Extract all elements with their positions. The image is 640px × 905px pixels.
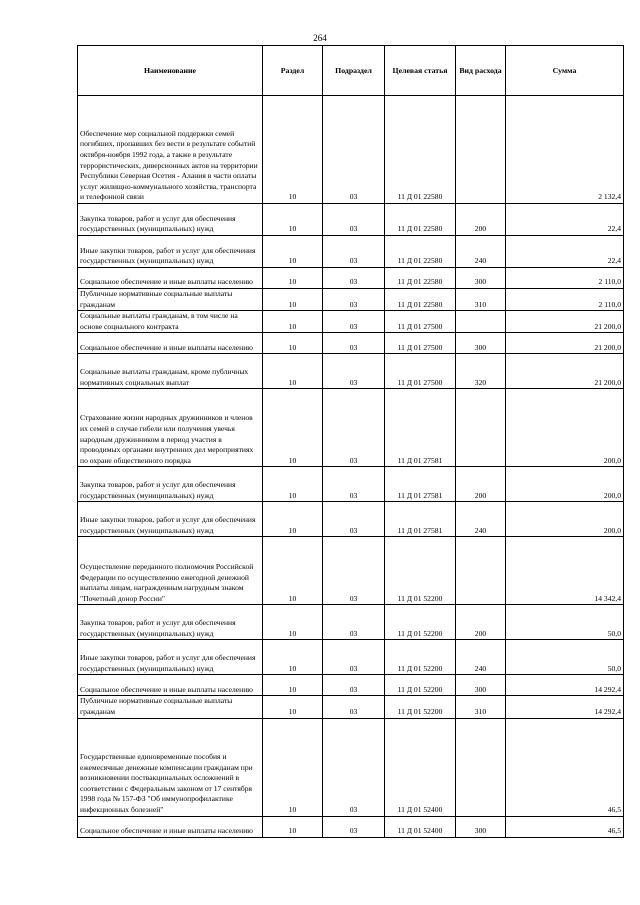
row-expense-type-cell: 240	[456, 236, 506, 268]
row-subsection-cell: 03	[323, 718, 385, 816]
row-name-cell: Социальные выплаты гражданам, в том числе на основе социального контракта	[78, 311, 263, 333]
row-section-cell: 10	[263, 236, 323, 268]
row-subsection-cell: 03	[323, 502, 385, 537]
row-target-cell: 11 Д 01 52400	[385, 816, 456, 837]
row-name-cell: Публичные нормативные социальные выплаты гражданам	[78, 289, 263, 311]
table-row	[78, 204, 624, 236]
row-expense-type-cell: 300	[456, 333, 506, 354]
row-expense-type-cell: 320	[456, 354, 506, 389]
row-subsection-cell: 03	[323, 204, 385, 236]
row-section-cell: 10	[263, 605, 323, 640]
row-section-cell: 10	[263, 696, 323, 718]
row-subsection-cell: 03	[323, 268, 385, 289]
row-subsection-cell: 03	[323, 816, 385, 837]
row-name-cell: Осуществление переданного полномочия Российской Федерации по осуществлению ежегодной денежной выплаты лицам, награжденным нагрудным знаком "Почетный донор России"	[78, 537, 263, 605]
row-sum-cell: 14 342,4	[506, 537, 624, 605]
table-row	[78, 268, 624, 289]
table-row	[78, 605, 624, 640]
row-subsection-cell: 03	[323, 605, 385, 640]
row-section-cell: 10	[263, 268, 323, 289]
table-row	[78, 696, 624, 718]
table-row	[78, 537, 624, 605]
row-name-cell: Закупка товаров, работ и услуг для обеспечения государственных (муниципальных) нужд	[78, 605, 263, 640]
row-target-cell: 11 Д 01 27581	[385, 389, 456, 467]
row-sum-cell: 21 200,0	[506, 354, 624, 389]
row-subsection-cell: 03	[323, 289, 385, 311]
row-section-cell: 10	[263, 333, 323, 354]
row-section-cell: 10	[263, 640, 323, 675]
row-target-cell: 11 Д 01 22580	[385, 236, 456, 268]
row-target-cell: 11 Д 01 27500	[385, 333, 456, 354]
table-row	[78, 96, 624, 204]
row-subsection-cell: 03	[323, 675, 385, 696]
row-sum-cell: 2 110,0	[506, 289, 624, 311]
row-target-cell: 11 Д 01 27581	[385, 502, 456, 537]
row-name-cell: Социальное обеспечение и иные выплаты населению	[78, 268, 263, 289]
table-row	[78, 675, 624, 696]
row-sum-cell: 2 110,0	[506, 268, 624, 289]
table-row	[78, 816, 624, 837]
row-name-cell: Публичные нормативные социальные выплаты гражданам	[78, 696, 263, 718]
row-section-cell: 10	[263, 389, 323, 467]
row-sum-cell: 200,0	[506, 389, 624, 467]
table-row	[78, 236, 624, 268]
row-sum-cell: 46,5	[506, 718, 624, 816]
table-row	[78, 311, 624, 333]
row-target-cell: 11 Д 01 52400	[385, 718, 456, 816]
row-expense-type-cell	[456, 389, 506, 467]
row-sum-cell: 14 292,4	[506, 696, 624, 718]
row-target-cell: 11 Д 01 27500	[385, 311, 456, 333]
table-row	[78, 289, 624, 311]
row-subsection-cell: 03	[323, 96, 385, 204]
row-name-cell: Социальное обеспечение и иные выплаты населению	[78, 333, 263, 354]
table-row	[78, 333, 624, 354]
row-target-cell: 11 Д 01 22580	[385, 204, 456, 236]
row-sum-cell: 50,0	[506, 605, 624, 640]
row-target-cell: 11 Д 01 52200	[385, 675, 456, 696]
row-expense-type-cell: 200	[456, 204, 506, 236]
table-row	[78, 502, 624, 537]
header-sum: Сумма	[506, 46, 624, 96]
budget-table	[77, 45, 624, 838]
row-expense-type-cell: 240	[456, 502, 506, 537]
row-target-cell: 11 Д 01 22580	[385, 289, 456, 311]
row-name-cell: Государственные единовременные пособия и ежемесячные денежные компенсации гражданам при возникновении поствакцинальных осложнений в соответствии с Федеральным законом от 17 сентября 1998 года № 157-ФЗ "Об иммунопрофилактике инфекционных болезней"	[78, 718, 263, 816]
row-name-cell: Иные закупки товаров, работ и услуг для обеспечения государственных (муниципальных) нужд	[78, 502, 263, 537]
row-expense-type-cell: 200	[456, 605, 506, 640]
row-target-cell: 11 Д 01 52200	[385, 640, 456, 675]
row-subsection-cell: 03	[323, 537, 385, 605]
row-section-cell: 10	[263, 311, 323, 333]
row-target-cell: 11 Д 01 52200	[385, 537, 456, 605]
row-target-cell: 11 Д 01 27500	[385, 354, 456, 389]
header-name: Наименование	[78, 46, 263, 96]
header-expense-type: Вид расхода	[456, 46, 506, 96]
row-sum-cell: 14 292,4	[506, 675, 624, 696]
table-row	[78, 640, 624, 675]
row-sum-cell: 21 200,0	[506, 333, 624, 354]
row-name-cell: Страхование жизни народных дружинников и членов их семей в случае гибели или получения увечья народным дружинником в период участия в проводимых органами внутренних дел мероприятиях по охране общественного порядка	[78, 389, 263, 467]
row-name-cell: Закупка товаров, работ и услуг для обеспечения государственных (муниципальных) нужд	[78, 467, 263, 502]
row-name-cell: Обеспечение мер социальной поддержки семей погибших, пропавших без вести в результате событий октября-ноября 1992 года, а также в результате террористических, диверсионных актов на территории Республики Северная Осетия - Алания в части оплаты услуг жилищно-коммунального хозяйства, транспорта и телефонной связи	[78, 96, 263, 204]
row-expense-type-cell	[456, 311, 506, 333]
row-sum-cell: 22,4	[506, 204, 624, 236]
row-subsection-cell: 03	[323, 236, 385, 268]
row-target-cell: 11 Д 01 52200	[385, 605, 456, 640]
row-subsection-cell: 03	[323, 354, 385, 389]
row-expense-type-cell: 300	[456, 816, 506, 837]
row-expense-type-cell	[456, 96, 506, 204]
row-target-cell: 11 Д 01 52200	[385, 696, 456, 718]
row-sum-cell: 200,0	[506, 467, 624, 502]
row-sum-cell: 2 132,4	[506, 96, 624, 204]
row-expense-type-cell: 240	[456, 640, 506, 675]
row-section-cell: 10	[263, 502, 323, 537]
header-section: Раздел	[263, 46, 323, 96]
row-section-cell: 10	[263, 718, 323, 816]
row-subsection-cell: 03	[323, 389, 385, 467]
row-expense-type-cell: 300	[456, 675, 506, 696]
row-name-cell: Иные закупки товаров, работ и услуг для обеспечения государственных (муниципальных) нужд	[78, 640, 263, 675]
row-expense-type-cell	[456, 718, 506, 816]
row-section-cell: 10	[263, 204, 323, 236]
row-section-cell: 10	[263, 354, 323, 389]
row-section-cell: 10	[263, 675, 323, 696]
row-section-cell: 10	[263, 289, 323, 311]
row-section-cell: 10	[263, 537, 323, 605]
row-sum-cell: 22,4	[506, 236, 624, 268]
row-subsection-cell: 03	[323, 467, 385, 502]
row-sum-cell: 200,0	[506, 502, 624, 537]
row-section-cell: 10	[263, 467, 323, 502]
table-row	[78, 467, 624, 502]
row-subsection-cell: 03	[323, 311, 385, 333]
page-number: 264	[313, 33, 327, 43]
row-target-cell: 11 Д 01 22580	[385, 268, 456, 289]
table-header-row	[78, 46, 624, 96]
row-expense-type-cell: 200	[456, 467, 506, 502]
row-target-cell: 11 Д 01 22580	[385, 96, 456, 204]
row-name-cell: Иные закупки товаров, работ и услуг для обеспечения государственных (муниципальных) нужд	[78, 236, 263, 268]
row-target-cell: 11 Д 01 27581	[385, 467, 456, 502]
header-target: Целевая статья	[385, 46, 456, 96]
row-name-cell: Социальное обеспечение и иные выплаты населению	[78, 816, 263, 837]
row-name-cell: Закупка товаров, работ и услуг для обеспечения государственных (муниципальных) нужд	[78, 204, 263, 236]
header-subsection: Подраздел	[323, 46, 385, 96]
table-row	[78, 389, 624, 467]
row-sum-cell: 21 200,0	[506, 311, 624, 333]
row-expense-type-cell	[456, 537, 506, 605]
row-name-cell: Социальное обеспечение и иные выплаты населению	[78, 675, 263, 696]
row-expense-type-cell: 300	[456, 268, 506, 289]
row-name-cell: Социальные выплаты гражданам, кроме публичных нормативных социальных выплат	[78, 354, 263, 389]
row-section-cell: 10	[263, 96, 323, 204]
table-row	[78, 354, 624, 389]
row-expense-type-cell: 310	[456, 696, 506, 718]
row-subsection-cell: 03	[323, 696, 385, 718]
row-section-cell: 10	[263, 816, 323, 837]
row-expense-type-cell: 310	[456, 289, 506, 311]
row-sum-cell: 46,5	[506, 816, 624, 837]
table-row	[78, 718, 624, 816]
row-subsection-cell: 03	[323, 640, 385, 675]
row-sum-cell: 50,0	[506, 640, 624, 675]
row-subsection-cell: 03	[323, 333, 385, 354]
